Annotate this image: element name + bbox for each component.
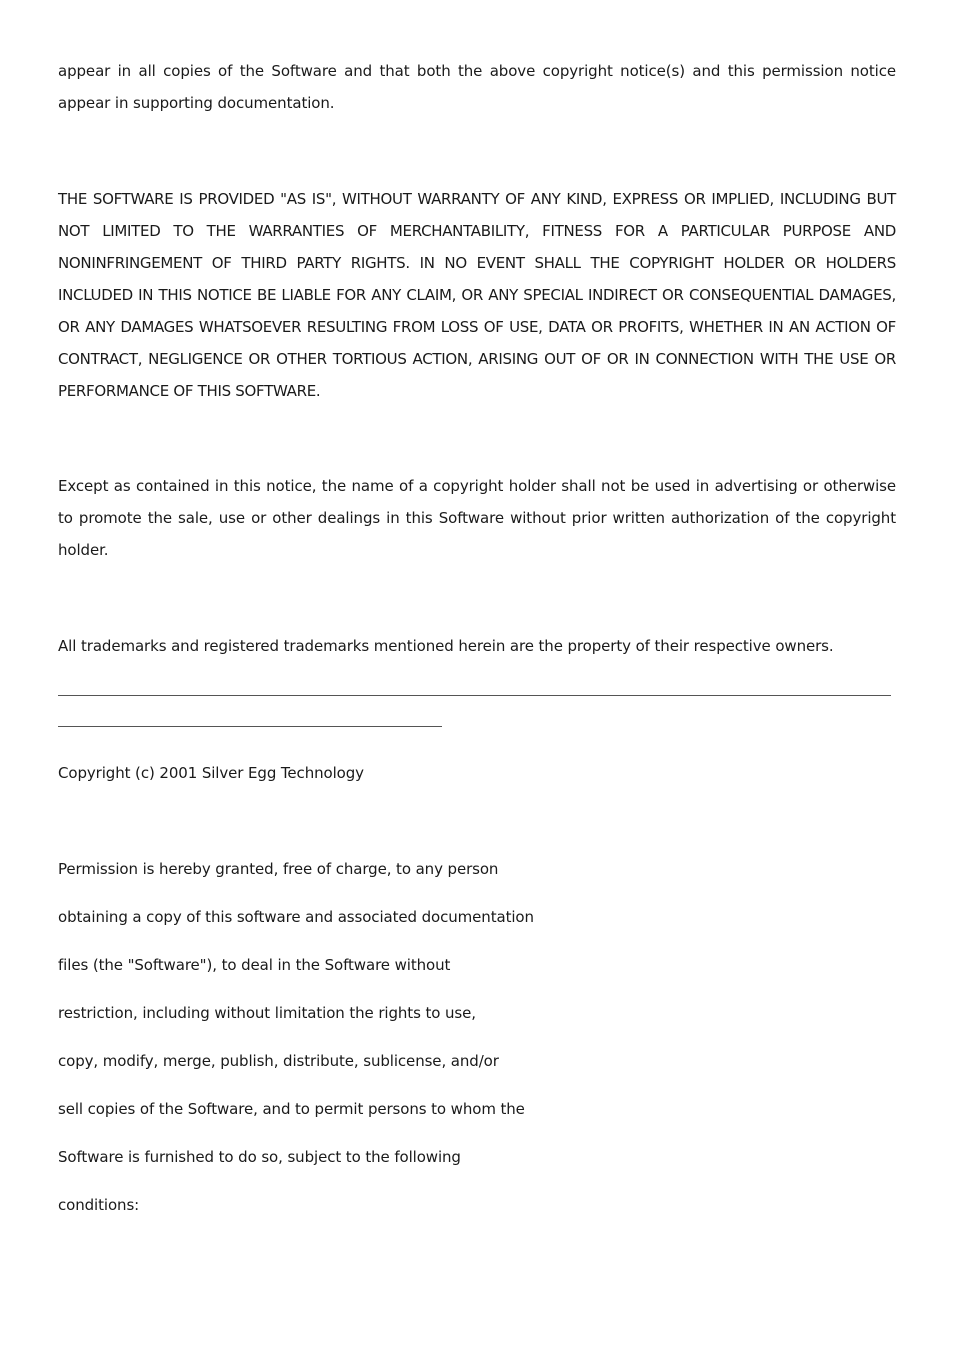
permission-line: conditions: [58, 1196, 140, 1214]
permission-line: obtaining a copy of this software and associated documentation [58, 908, 534, 926]
paragraph-notice-continuation: appear in all copies of the Software and that both the above copyright notice(s) and this permission notice appear in supporting documentation. [58, 62, 896, 112]
permission-line: restriction, including without limitation the rights to use, [58, 1004, 476, 1022]
copyright-line: Copyright (c) 2001 Silver Egg Technology [58, 764, 364, 782]
permission-line: Permission is hereby granted, free of charge, to any person [58, 860, 499, 878]
separator-rule-short [58, 726, 442, 727]
permission-line: Software is furnished to do so, subject to the following [58, 1148, 461, 1166]
separator-rule-long [58, 695, 891, 696]
permission-line: copy, modify, merge, publish, distribute, sublicense, and/or [58, 1052, 499, 1070]
permission-line: sell copies of the Software, and to permit persons to whom the [58, 1100, 525, 1118]
paragraph-name-usage: Except as contained in this notice, the name of a copyright holder shall not be used in advertising or otherwise to promote the sale, use or other dealings in this Software without prior written authorization of the copyright holder. [58, 477, 896, 559]
permission-line: files (the "Software"), to deal in the Software without [58, 956, 451, 974]
paragraph-trademarks: All trademarks and registered trademarks mentioned herein are the property of their respective owners. [58, 637, 834, 655]
paragraph-warranty-disclaimer: THE SOFTWARE IS PROVIDED "AS IS", WITHOUT WARRANTY OF ANY KIND, EXPRESS OR IMPLIED, INCLUDING BUT NOT LIMITED TO THE WARRANTIES OF MERCHANTABILITY, FITNESS FOR A PARTICULAR PURPOSE AND NONINFRINGEMENT OF THIRD PARTY RIGHTS. IN NO EVENT SHALL THE COPYRIGHT HOLDER OR HOLDERS INCLUDED IN THIS NOTICE BE LIABLE FOR ANY CLAIM, OR ANY SPECIAL INDIRECT OR CONSEQUENTIAL DAMAGES, OR ANY DAMAGES WHATSOEVER RESULTING FROM LOSS OF USE, DATA OR PROFITS, WHETHER IN AN ACTION OF CONTRACT, NEGLIGENCE OR OTHER TORTIOUS ACTION, ARISING OUT OF OR IN CONNECTION WITH THE USE OR PERFORMANCE OF THIS SOFTWARE. [58, 190, 896, 400]
